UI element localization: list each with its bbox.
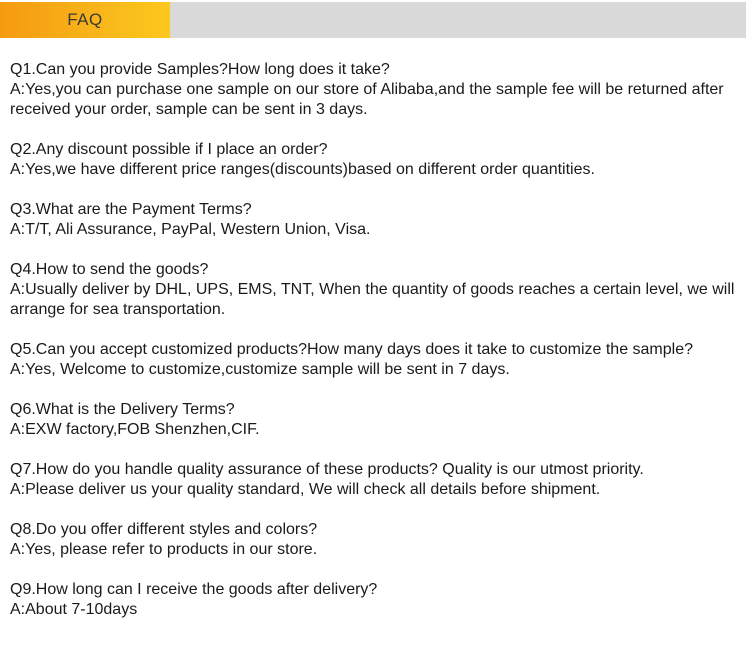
faq-answer: A:EXW factory,FOB Shenzhen,CIF.: [10, 421, 260, 438]
faq-answer: A:T/T, Ali Assurance, PayPal, Western Union, Visa.: [10, 221, 371, 238]
faq-answer: A:Yes, please refer to products in our store.: [10, 541, 318, 558]
faq-item-6: [10, 400, 746, 440]
faq-question: Q1.Can you provide Samples?How long does it take?: [10, 61, 390, 78]
faq-question: Q3.What are the Payment Terms?: [10, 201, 252, 218]
faq-answer: A:About 7-10days: [10, 601, 138, 618]
faq-item-9: [10, 580, 746, 620]
faq-item-1: [10, 60, 746, 120]
faq-header-bar: [0, 2, 746, 38]
faq-item-4: [10, 260, 746, 320]
faq-answer: A:Yes, Welcome to customize,customize sample will be sent in 7 days.: [10, 361, 510, 378]
faq-item-5: [10, 340, 746, 380]
faq-header-tab: [0, 2, 170, 38]
faq-item-3: [10, 200, 746, 240]
faq-item-8: [10, 520, 746, 560]
faq-question: Q9.How long can I receive the goods after delivery?: [10, 581, 378, 598]
faq-answer: A:Please deliver us your quality standard, We will check all details before shipment.: [10, 481, 601, 498]
faq-question: Q5.Can you accept customized products?How many days does it take to customize the sample?: [10, 341, 694, 358]
faq-item-7: [10, 460, 746, 500]
faq-question: Q7.How do you handle quality assurance of these products? Quality is our utmost priority.: [10, 461, 644, 478]
faq-answer: A:Yes,we have different price ranges(discounts)based on different order quantities.: [10, 161, 595, 178]
faq-answer: A:Yes,you can purchase one sample on our store of Alibaba,and the sample fee will be returned after received your order, sample can be sent in 3 days.: [10, 81, 724, 118]
faq-answer: A:Usually deliver by DHL, UPS, EMS, TNT, When the quantity of goods reaches a certain level, we will arrange for sea transportation.: [10, 281, 735, 318]
faq-header-title: FAQ: [67, 10, 103, 29]
faq-list: [10, 60, 746, 640]
faq-question: Q4.How to send the goods?: [10, 261, 209, 278]
faq-question: Q8.Do you offer different styles and colors?: [10, 521, 318, 538]
faq-question: Q2.Any discount possible if I place an order?: [10, 141, 328, 158]
faq-item-2: [10, 140, 746, 180]
faq-question: Q6.What is the Delivery Terms?: [10, 401, 235, 418]
